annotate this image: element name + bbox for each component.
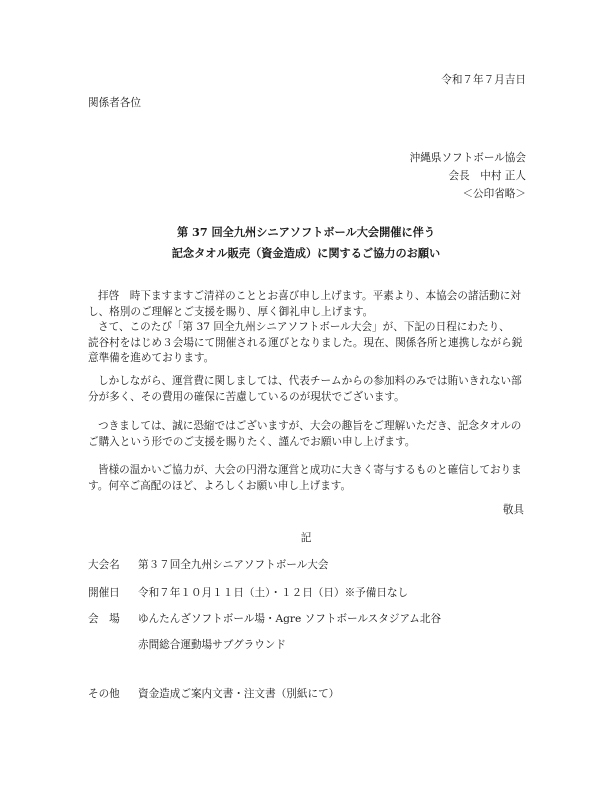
paragraph-line: つきましては、誠に恐縮ではございますが、大会の趣旨をご理解いただき、記念タオルの: [98, 420, 522, 432]
paragraph-line: しかしながら、運営費に関しましては、代表チームからの参加料のみでは賄いきれない部: [98, 375, 522, 387]
venue-value-2: 赤間総合運動場サブグラウンド: [138, 639, 286, 651]
addressee: 関係者各位: [88, 97, 141, 109]
paragraph-line: さて、このたび「第 37 回全九州シニアソフトボール大会」が、下記の日程にわたり、: [98, 321, 510, 333]
paragraph-line: 皆様の温かいご協力が、大会の円滑な運営と成功に大きく寄与するものと確信しておりま: [98, 464, 522, 476]
event-label: 大会名: [88, 559, 120, 571]
paragraph-line: す。何卒ご高配のほど、よろしくお願い申し上げます。: [88, 479, 352, 492]
paragraph-line: 意準備を進めております。: [88, 352, 215, 364]
date-label: 開催日: [88, 587, 120, 599]
other-value: 資金造成ご案内文書・注文書（別紙にて）: [138, 688, 340, 700]
ki-heading: 記: [300, 532, 312, 544]
other-label: その他: [88, 688, 120, 700]
paragraph-request: [88, 419, 530, 450]
date: 令和７年７月吉日: [441, 74, 526, 86]
date-value: 令和７年１０月１１日（土）・１２日（日）※予備日なし: [138, 587, 409, 599]
paragraph-line: 読谷村をはじめ３会場にて開催される運びとなりました。現在、関係各所と連携しながら鋭: [88, 336, 523, 349]
venue-label: 会 場: [88, 613, 120, 625]
closing: 敬具: [502, 504, 524, 516]
title-line-2: 記念タオル販売（資金造成）に関するご協力のお願い: [171, 246, 441, 260]
paragraph-funding: [88, 374, 530, 405]
paragraph-line: 拝啓 時下ますますご清祥のこととお喜び申し上げます。平素より、本協会の諸活動に対: [98, 290, 521, 302]
event-value: 第３７回全九州シニアソフトボール大会: [138, 559, 329, 571]
paragraph-greeting: [88, 289, 530, 320]
paragraph-line: ご購入という形でのご支援を賜りたく、謹んでお願い申し上げます。: [88, 435, 416, 448]
paragraph-thanks: [88, 463, 530, 494]
title-line-1: 第 37 回全九州シニアソフトボール大会開催に伴う: [176, 225, 436, 239]
seal-omitted: ＜公印省略＞: [462, 188, 526, 200]
paragraph-line: 分が多く、その費用の確保に苦慮しているのが現状でございます。: [88, 390, 405, 403]
sender-org: 沖縄県ソフトボール協会: [409, 152, 526, 164]
sender-name: 会長 中村 正人: [448, 170, 526, 182]
venue-value-1: ゆんたんざソフトボール場・Agre ソフトボールスタジアム北谷: [138, 613, 442, 625]
paragraph-line: し、格別のご理解とご支援を賜り、厚く御礼申し上げます。: [88, 305, 374, 318]
paragraph-announcement: [88, 320, 530, 367]
